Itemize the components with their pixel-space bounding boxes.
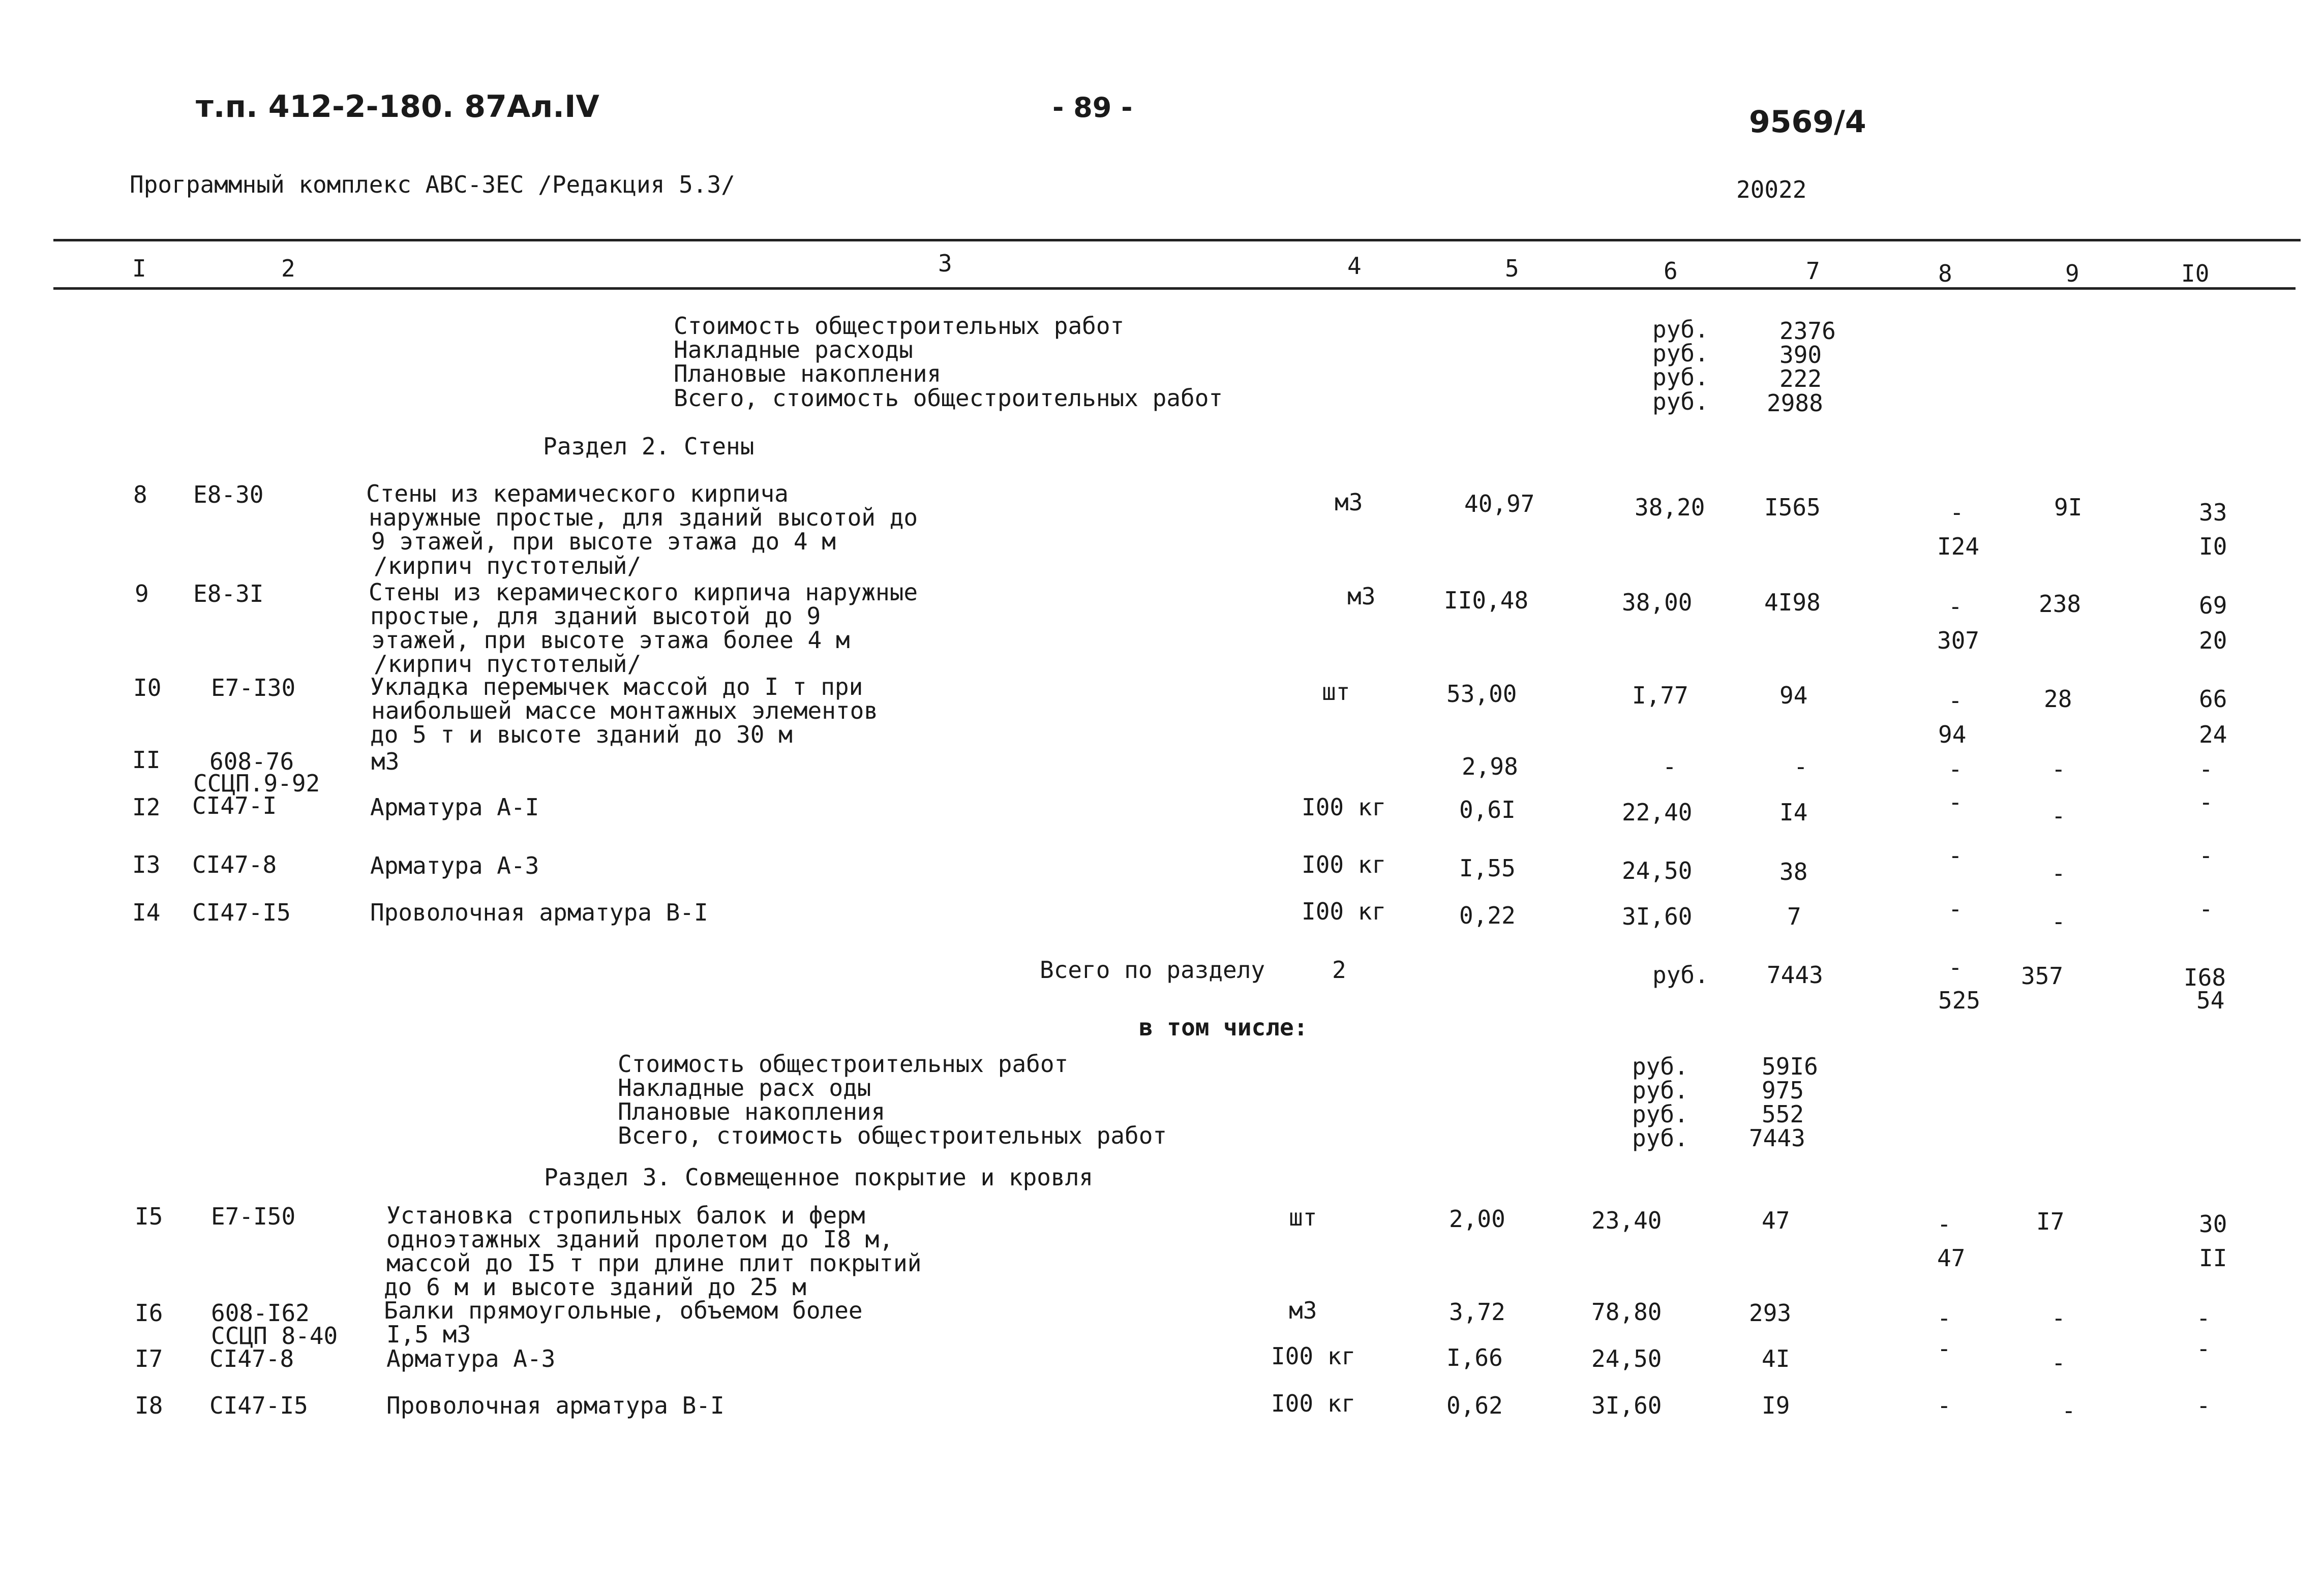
row-desc: /кирпич пустотелый/ <box>374 650 642 678</box>
row-desc: Балки прямоугольные, объемом более <box>384 1297 863 1324</box>
summary-value: 390 <box>1779 341 1822 369</box>
row-desc: Арматура А-3 <box>386 1345 556 1372</box>
page-number: - 89 - <box>1052 91 1133 124</box>
row-col8: 94 <box>1938 721 1967 748</box>
row-col9: - <box>2051 860 2066 887</box>
col-header-8: 8 <box>1938 260 1952 287</box>
col-header-10: I0 <box>2181 260 2210 287</box>
row-price: 3I,60 <box>1591 1392 1662 1419</box>
summary-value: 2988 <box>1767 389 1823 417</box>
row-col8: - <box>1948 687 1963 714</box>
row-desc: до 5 т и высоте зданий до 30 м <box>370 721 793 748</box>
header-rule-top <box>53 239 2301 241</box>
row-col8: - <box>1950 499 1964 526</box>
row-total: I9 <box>1762 1392 1790 1419</box>
row-qty: I,55 <box>1459 854 1516 882</box>
row-desc: I,5 м3 <box>386 1321 471 1348</box>
row-total: 94 <box>1779 682 1808 709</box>
row-desc: Арматура А-I <box>370 793 539 821</box>
row-number: I4 <box>132 899 161 926</box>
row-total: 38 <box>1779 858 1808 885</box>
summary-label: Стоимость общестроительных работ <box>674 312 1125 340</box>
row-code: СI47-8 <box>209 1345 294 1372</box>
row-qty: 0,62 <box>1446 1392 1503 1419</box>
row-unit: I00 кг <box>1271 1342 1356 1370</box>
row-number: II <box>132 746 161 774</box>
row-desc: наибольшей массе монтажных элементов <box>371 697 878 724</box>
row-col8: 47 <box>1937 1244 1966 1272</box>
row-code: 608-76 <box>209 748 294 775</box>
col-header-9: 9 <box>2065 260 2079 287</box>
row-qty: 0,22 <box>1459 902 1516 929</box>
summary-unit: руб. <box>1632 1053 1688 1080</box>
row-qty: 3,72 <box>1449 1298 1505 1326</box>
row-unit: м3 <box>1289 1297 1317 1324</box>
col-header-7: 7 <box>1806 257 1820 285</box>
row-col10: 24 <box>2199 721 2227 748</box>
row-price: 24,50 <box>1622 857 1693 884</box>
row-col10: 69 <box>2199 592 2227 619</box>
summary-value: 2376 <box>1779 317 1836 345</box>
row-price: 3I,60 <box>1622 903 1693 930</box>
row-desc: этажей, при высоте этажа более 4 м <box>371 626 850 654</box>
summary-label: Всего, стоимость общестроительных работ <box>618 1122 1167 1149</box>
row-qty: 2,00 <box>1449 1205 1505 1233</box>
summary-value: 552 <box>1762 1100 1804 1128</box>
summary-unit: руб. <box>1652 340 1709 367</box>
row-desc: до 6 м и высоте зданий до 25 м <box>384 1273 806 1301</box>
summary-unit: руб. <box>1652 316 1709 343</box>
row-col8: - <box>1948 755 1963 783</box>
row-col10: 33 <box>2199 499 2227 526</box>
section-total-col9: 357 <box>2021 962 2064 990</box>
program-title: Программный комплекс АВС-3ЕС /Редакция 5.3/ <box>130 171 735 198</box>
section-total-number: 2 <box>1332 956 1346 984</box>
row-total: 4I98 <box>1764 589 1821 616</box>
summary-value: 222 <box>1779 365 1822 392</box>
row-col10: - <box>2199 755 2213 783</box>
row-desc: Арматура А-3 <box>370 852 539 879</box>
section-total-unit: руб. <box>1652 961 1709 989</box>
summary-label: Плановые накопления <box>618 1098 886 1125</box>
col-header-6: 6 <box>1664 257 1678 285</box>
summary-unit: руб. <box>1632 1124 1688 1152</box>
section-title: Раздел 2. Стены <box>543 433 754 460</box>
row-col8: - <box>1948 593 1963 620</box>
row-total: 4I <box>1762 1345 1790 1372</box>
row-desc: Укладка перемычек массой до I т при <box>370 673 863 700</box>
row-desc: м3 <box>371 748 400 775</box>
row-col8: - <box>1948 788 1963 816</box>
row-total: 293 <box>1749 1299 1792 1327</box>
col-header-3: 3 <box>938 250 952 277</box>
row-col9: - <box>2051 802 2066 830</box>
row-qty: 2,98 <box>1462 753 1518 780</box>
row-price: I,77 <box>1632 682 1688 709</box>
row-desc: Установка стропильных балок и ферм <box>386 1202 865 1229</box>
row-price: - <box>1663 753 1677 780</box>
row-col8: 307 <box>1937 627 1980 654</box>
summary-value: 975 <box>1762 1077 1804 1104</box>
row-total: I565 <box>1764 494 1821 521</box>
row-col9: - <box>2062 1397 2076 1424</box>
row-col10: II <box>2199 1244 2227 1272</box>
row-col8: - <box>1948 895 1963 923</box>
row-unit: I00 кг <box>1302 898 1386 925</box>
row-col9: 238 <box>2039 590 2081 618</box>
row-price: 24,50 <box>1591 1345 1662 1372</box>
row-col10: - <box>2199 788 2213 816</box>
col-header-5: 5 <box>1505 255 1519 282</box>
row-qty: 0,6I <box>1459 796 1516 823</box>
row-col10: 20 <box>2199 627 2227 654</box>
row-number: I3 <box>132 851 161 878</box>
col-header-2: 2 <box>281 255 295 282</box>
row-number: I5 <box>135 1203 163 1230</box>
row-col10: - <box>2199 842 2213 869</box>
row-col9: 28 <box>2044 685 2072 713</box>
row-desc: Стены из керамического кирпича наружные <box>369 578 918 606</box>
row-number: 9 <box>135 580 149 607</box>
row-desc: Проволочная арматура В-I <box>370 899 708 926</box>
row-col9: - <box>2051 1349 2066 1376</box>
row-col10: 30 <box>2199 1210 2227 1238</box>
section-total-col10: I68 <box>2184 964 2226 991</box>
row-number: I2 <box>132 793 161 821</box>
summary-label: Плановые накопления <box>674 360 942 387</box>
section-total-col10: 54 <box>2196 987 2225 1014</box>
row-code-ref: ССЦП.9-92 <box>193 770 320 797</box>
row-number: I7 <box>135 1345 163 1372</box>
row-code: Е8-3I <box>193 580 264 607</box>
row-col10: - <box>2199 895 2213 923</box>
row-qty: 53,00 <box>1446 680 1517 708</box>
row-col10: - <box>2196 1335 2211 1362</box>
summary-label: Накладные расходы <box>674 336 913 363</box>
row-code: Е8-30 <box>193 481 264 508</box>
row-col10: - <box>2196 1304 2211 1332</box>
row-price: 38,00 <box>1622 589 1693 616</box>
row-col9: 9I <box>2054 494 2082 521</box>
row-desc: Проволочная арматура В-I <box>386 1392 725 1419</box>
row-unit: шт <box>1322 678 1350 706</box>
row-number: 8 <box>133 481 147 508</box>
summary-value: 59I6 <box>1762 1053 1818 1080</box>
row-col8: - <box>1937 1335 1951 1362</box>
row-total: 7 <box>1787 903 1801 930</box>
summary-label: Стоимость общестроительных работ <box>618 1050 1069 1078</box>
row-unit: I00 кг <box>1302 851 1386 878</box>
summary-unit: руб. <box>1632 1100 1688 1128</box>
row-desc: 9 этажей, при высоте этажа до 4 м <box>371 528 836 555</box>
row-col9: - <box>2051 908 2066 935</box>
section-total-col8: - <box>1948 954 1963 981</box>
row-col8: - <box>1937 1392 1951 1419</box>
row-price: 23,40 <box>1591 1207 1662 1234</box>
row-price: 22,40 <box>1622 799 1693 826</box>
row-unit: м3 <box>1335 488 1363 516</box>
row-number: I8 <box>135 1392 163 1419</box>
row-col8: I24 <box>1937 533 1980 560</box>
row-code: СI47-I5 <box>192 899 291 926</box>
row-desc: наружные простые, для зданий высотой до <box>369 504 918 531</box>
row-total: 47 <box>1762 1207 1790 1234</box>
section-total-col8: 525 <box>1938 987 1981 1014</box>
row-col8: - <box>1937 1304 1951 1332</box>
summary-unit: руб. <box>1632 1077 1688 1104</box>
row-desc: /кирпич пустотелый/ <box>374 552 642 579</box>
order-number: 20022 <box>1736 176 1807 203</box>
row-col8: - <box>1937 1210 1951 1238</box>
row-code-ref: ССЦП 8-40 <box>211 1322 338 1350</box>
row-total: I4 <box>1779 799 1808 826</box>
row-desc: простые, для зданий высотой до 9 <box>370 602 821 630</box>
row-code: СI47-I <box>192 792 277 819</box>
col-header-4: 4 <box>1347 252 1362 280</box>
section-total-value: 7443 <box>1767 961 1823 989</box>
summary-unit: руб. <box>1652 388 1709 415</box>
header-rule-bottom <box>53 287 2296 290</box>
archive-number: 9569/4 <box>1749 104 1866 140</box>
row-unit: I00 кг <box>1302 793 1386 821</box>
row-code: СI47-8 <box>192 851 277 878</box>
summary-unit: руб. <box>1652 363 1709 391</box>
row-code: СI47-I5 <box>209 1392 308 1419</box>
row-col10: 66 <box>2199 685 2227 713</box>
summary-label: Накладные расх оды <box>618 1074 871 1102</box>
row-qty: I,66 <box>1446 1344 1503 1371</box>
row-unit: I00 кг <box>1271 1390 1356 1417</box>
row-col9: - <box>2051 755 2066 783</box>
row-code: 608-I62 <box>211 1299 310 1327</box>
row-qty: II0,48 <box>1444 587 1529 614</box>
row-number: I0 <box>133 674 162 701</box>
row-unit: шт <box>1289 1204 1317 1231</box>
row-code: Е7-I50 <box>211 1203 296 1230</box>
col-header-1: I <box>132 255 146 282</box>
including-label: в том числе: <box>1139 1014 1308 1041</box>
summary-value: 7443 <box>1749 1124 1805 1152</box>
row-desc: Стены из керамического кирпича <box>366 480 789 507</box>
row-number: I6 <box>135 1299 163 1327</box>
doc-code: т.п. 412-2-180. 87Ал.IV <box>196 89 599 125</box>
row-col10: - <box>2196 1392 2211 1419</box>
row-qty: 40,97 <box>1464 490 1535 517</box>
row-price: 78,80 <box>1591 1298 1662 1326</box>
row-price: 38,20 <box>1635 494 1705 521</box>
row-total: - <box>1794 753 1808 780</box>
row-desc: массой до I5 т при длине плит покрытий <box>386 1249 922 1277</box>
summary-label: Всего, стоимость общестроительных работ <box>674 384 1223 412</box>
row-code: Е7-I30 <box>211 674 296 701</box>
row-unit: м3 <box>1347 583 1376 610</box>
row-col8: - <box>1948 842 1963 869</box>
row-col10: I0 <box>2199 533 2227 560</box>
row-col9: - <box>2051 1304 2066 1332</box>
row-col9: I7 <box>2036 1208 2065 1235</box>
row-desc: одноэтажных зданий пролетом до I8 м, <box>386 1226 893 1253</box>
section-total-label: Всего по разделу <box>1040 956 1265 984</box>
section-title: Раздел 3. Совмещенное покрытие и кровля <box>544 1164 1094 1191</box>
